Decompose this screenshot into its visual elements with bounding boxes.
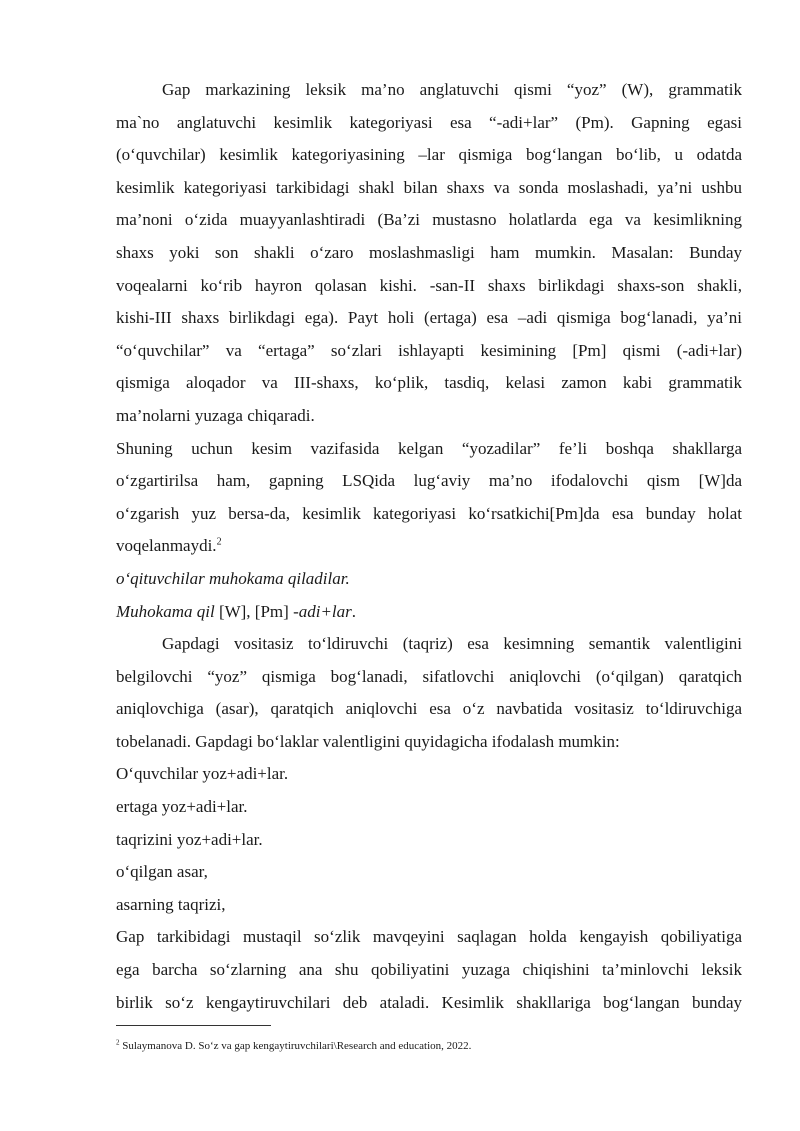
paragraph-1-line: kesimlik kategoriyasi tarkibidagi shakl bilan shaxs va sonda moslashadi, ya’ni ushbu (116, 177, 742, 197)
example-formula (116, 596, 742, 629)
paragraph-3-line: aniqlovchiga (asar), qaratqich aniqlovchi esa o‘z navbatida vositasiz to‘ldiruvchiga (116, 699, 742, 719)
paragraph-2-line: o‘zgarish yuz bersa-da, kesimlik kategoriyasi ko‘rsatkichi[Pm]da esa bunday holat (116, 503, 742, 523)
paragraph-4-line: birlik so‘z kengaytiruvchilari deb ataladi. Kesimlik shakllariga bog‘langan bunday (116, 992, 742, 1012)
example-formula-stem: Muhokama qil (116, 601, 215, 621)
paragraph-1-line: ma`no anglatuvchi kesimlik kategoriyasi esa “-adi+lar” (Pm). Gapning egasi (116, 112, 742, 132)
example-formula-labels: [W], [Pm] (214, 601, 294, 621)
paragraph-2-last-text: voqelanmaydi. (116, 536, 217, 556)
example-formula-end: . (351, 601, 357, 621)
valency-line: o‘qilgan asar, (116, 862, 208, 882)
paragraph-2-line: Shuning uchun kesim vazifasida kelgan “yozadilar” fe’li boshqa shakllarga (116, 438, 742, 458)
valency-line: O‘quvchilar yoz+adi+lar. (116, 764, 289, 784)
paragraph-1-line: kishi-III shaxs birlikdagi ega). Payt holi (ertaga) esa –adi qismiga bog‘lanadi, ya’ni (116, 308, 742, 328)
paragraph-1-line: (o‘quvchilar) kesimlik kategoriyasining –lar qismiga bog‘langan bo‘lib, u odatda (116, 145, 742, 165)
valency-line: taqrizini yoz+adi+lar. (116, 829, 263, 849)
footnote-text: Sulaymanova D. So‘z va gap kengaytiruvchilari\Research and education, 2022. (119, 1040, 472, 1052)
body-text (116, 74, 742, 1019)
paragraph-1-line: shaxs yoki son shakli o‘zaro moslashmasligi ham mumkin. Masalan: Bunday (116, 242, 742, 262)
valency-line: asarning taqrizi, (116, 894, 226, 914)
paragraph-4-line: Gap tarkibidagi mustaqil so‘zlik mavqeyini saqlagan holda kengayish qobiliyatiga (116, 927, 742, 947)
example-sentence: o‘qituvchilar muhokama qiladilar. (116, 568, 350, 588)
paragraph-1-line: ma’nolarni yuzaga chiqaradi. (116, 405, 315, 425)
paragraph-2-line: o‘zgartirilsa ham, gapning LSQida lug‘aviy ma’no ifodalovchi qism [W]da (116, 471, 742, 491)
paragraph-3-line: belgilovchi “yoz” qismiga bog‘lanadi, sifatlovchi aniqlovchi (o‘qilgan) qaratqich (116, 666, 742, 686)
paragraph-4-line: ega barcha so‘zlarning ana shu qobiliyatini yuzaga chiqishini ta’minlovchi leksik (116, 960, 742, 980)
paragraph-1-line: “o‘quvchilar” va “ertaga” so‘zlari ishlayapti kesimining [Pm] qismi (-adi+lar) (116, 340, 742, 360)
footnote-reference[interactable]: 2 (216, 536, 222, 548)
valency-line: ertaga yoz+adi+lar. (116, 797, 248, 817)
example-formula-suffix: -adi+lar (293, 601, 352, 621)
paragraph-1-line: voqealarni ko‘rib hayron qolasan kishi. -san-II shaxs birlikdagi shaxs-son shakli, (116, 275, 742, 295)
paragraph-2-last-line (116, 530, 742, 563)
paragraph-1-line: qismiga aloqador va III-shaxs, ko‘plik, tasdiq, kelasi zamon kabi grammatik (116, 373, 742, 393)
paragraph-3-line: tobelanadi. Gapdagi bo‘laklar valentligini quyidagicha ifodalash mumkin: (116, 731, 620, 751)
paragraph-3-line: Gapdagi vositasiz to‘ldiruvchi (taqriz) esa kesimning semantik valentligini (162, 634, 742, 654)
paragraph-1-line: Gap markazining leksik ma’no anglatuvchi qismi “yoz” (W), grammatik (162, 80, 742, 99)
footnote (116, 1040, 471, 1052)
footnote-number: 2 (116, 1038, 120, 1047)
footnote-separator (116, 1025, 271, 1026)
paragraph-1-line: ma’noni o‘zida muayyanlashtiradi (Ba’zi mustasno holatlarda ega va kesimlikning (116, 210, 742, 230)
